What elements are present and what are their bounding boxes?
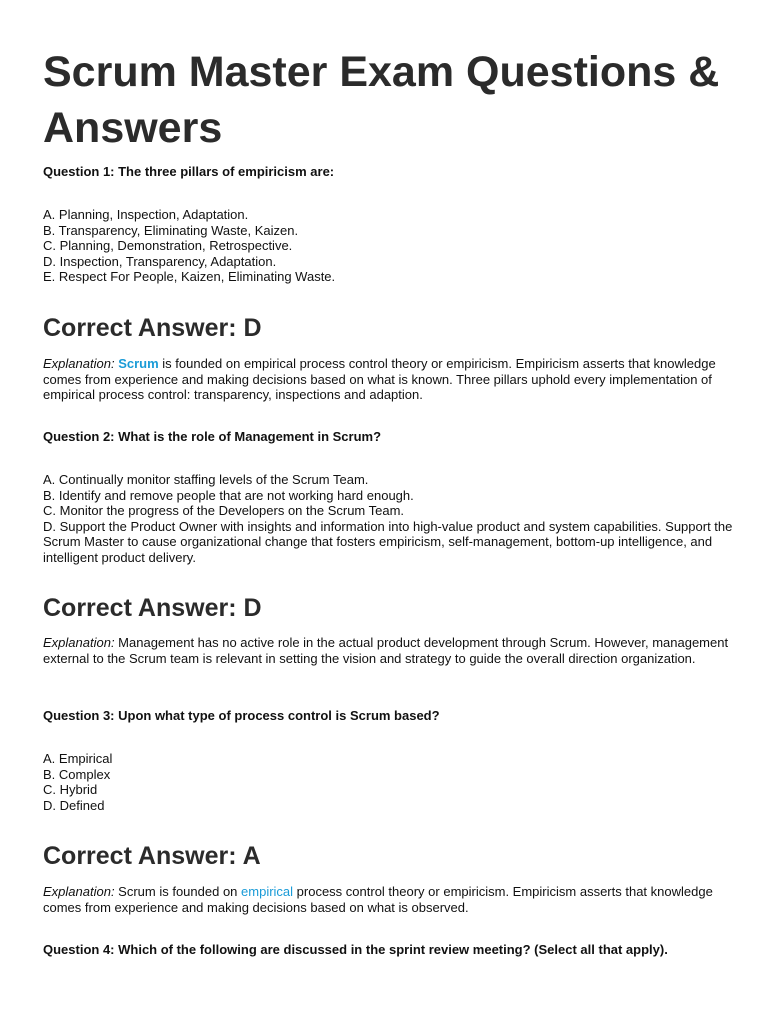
answer-2-heading: Correct Answer: D <box>43 594 262 622</box>
option-item: A. Empirical <box>43 751 113 766</box>
empirical-link[interactable]: empirical <box>241 884 294 899</box>
option-item: B. Complex <box>43 766 111 782</box>
answer-3-heading: Correct Answer: A <box>43 842 261 870</box>
explanation-text: process control theory or empiricism. Empiricism asserts that knowledge comes from experience and making decisions based on what is observed. <box>43 884 713 915</box>
option-item: C. Planning, Demonstration, Retrospective. <box>43 238 293 254</box>
option-item: B. Transparency, Eliminating Waste, Kaizen. <box>43 222 299 238</box>
option-item: C. Hybrid <box>43 782 98 798</box>
question-1-options <box>43 207 733 285</box>
option-item: E. Respect For People, Kaizen, Eliminating Waste. <box>43 269 336 285</box>
option-item: D. Defined <box>43 797 105 813</box>
explanation-2 <box>43 635 733 666</box>
option-item: A. Planning, Inspection, Adaptation. <box>43 207 249 222</box>
question-2: Question 2: What is the role of Management in Scrum? <box>43 429 382 444</box>
option-item: A. Continually monitor staffing levels of the Scrum Team. <box>43 472 369 487</box>
scrum-link[interactable]: Scrum <box>118 356 159 371</box>
question-3: Question 3: Upon what type of process control is Scrum based? <box>43 708 440 723</box>
option-item: C. Monitor the progress of the Developers on the Scrum Team. <box>43 503 405 519</box>
question-1: Question 1: The three pillars of empiricism are: <box>43 164 335 179</box>
explanation-3 <box>43 884 733 915</box>
option-item: D. Inspection, Transparency, Adaptation. <box>43 253 277 269</box>
answer-1-heading: Correct Answer: D <box>43 314 262 342</box>
question-3-options <box>43 751 733 813</box>
question-4: Question 4: Which of the following are discussed in the sprint review meeting? (Select all that apply). <box>43 942 668 957</box>
explanation-label: Explanation: <box>43 635 115 650</box>
option-item: B. Identify and remove people that are not working hard enough. <box>43 487 414 503</box>
option-item: D. Support the Product Owner with insights and information into high-value product and system capabilities. Support the Scrum Master to cause organizational change that fosters empiricism, self-management, bottom-up intelligence, and intelligent product delivery. <box>43 518 733 565</box>
explanation-label: Explanation: <box>43 356 115 371</box>
page-title: Scrum Master Exam Questions & Answers <box>43 48 720 152</box>
explanation-text: Scrum is founded on <box>114 884 242 899</box>
explanation-1 <box>43 356 733 403</box>
explanation-text: is founded on empirical process control theory or empiricism. Empiricism asserts that knowledge comes from experience and making decisions based on what is known. Three pillars uphold every implementation of empirical process control: transparency, inspections and adaption. <box>43 356 716 403</box>
explanation-text: Management has no active role in the actual product development through Scrum. However, management external to the Scrum team is relevant in setting the vision and strategy to guide the overall direction organization. <box>43 635 729 666</box>
explanation-label: Explanation: <box>43 884 115 899</box>
question-2-options <box>43 472 733 566</box>
